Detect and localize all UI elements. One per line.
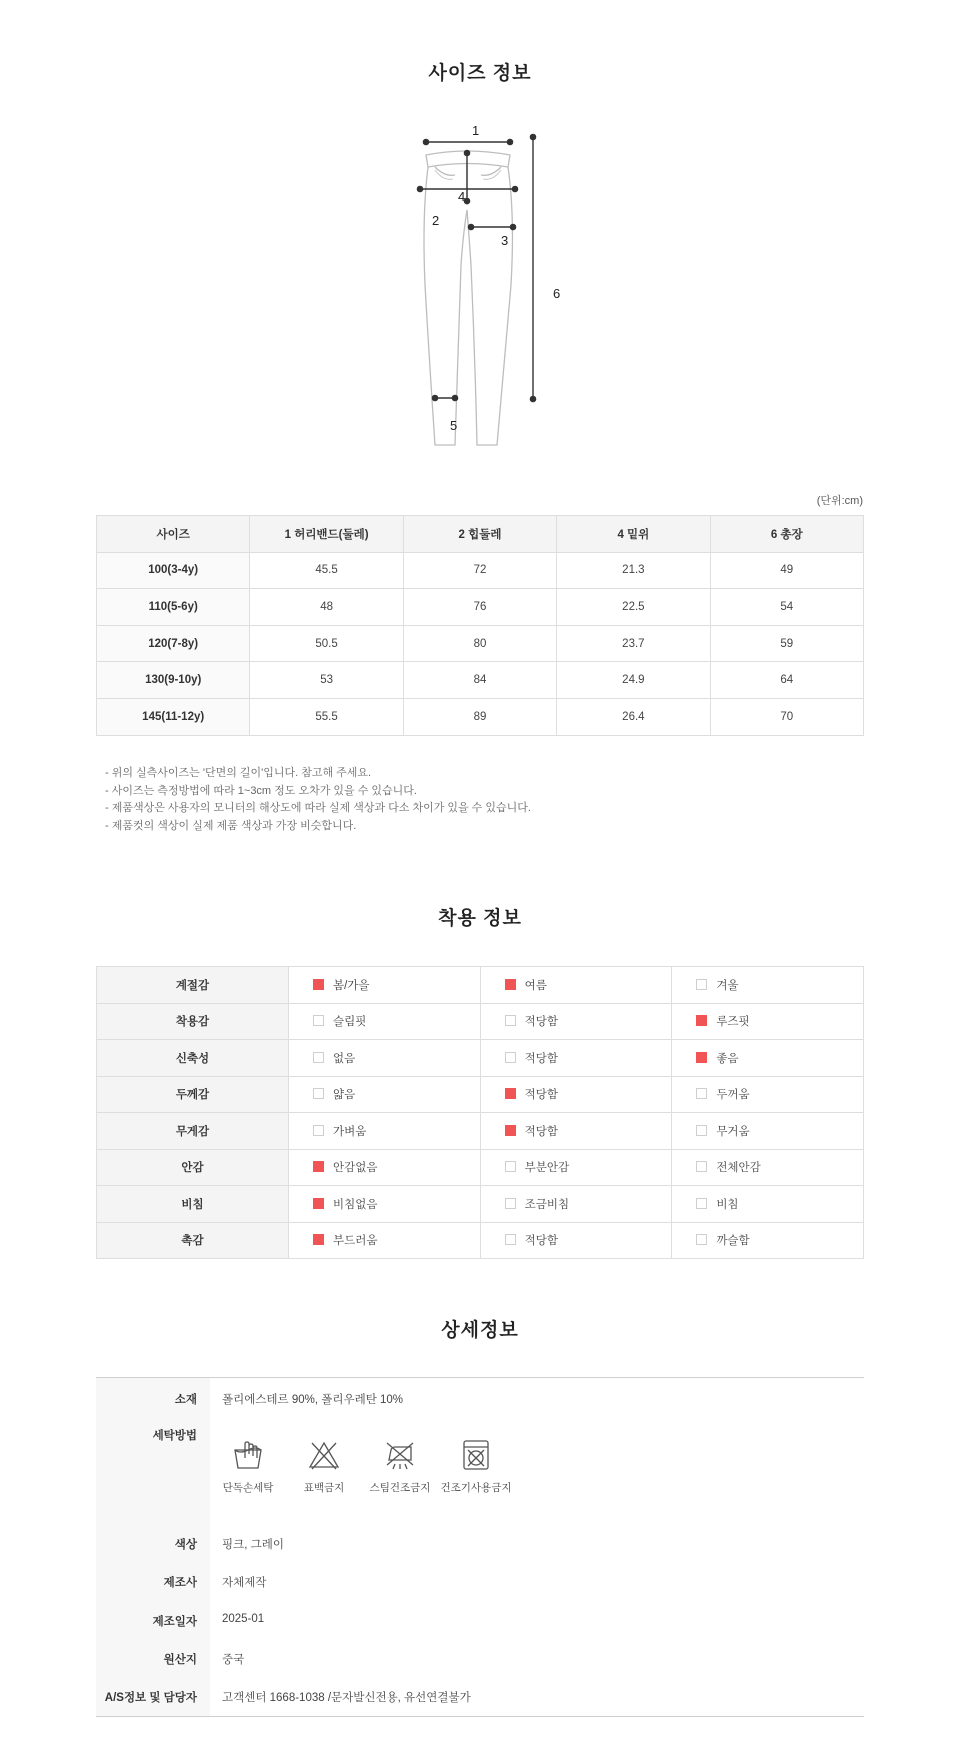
hand-wash-icon <box>231 1438 265 1472</box>
no-bleach-label: 표백금지 <box>303 1482 345 1494</box>
unchecked-box-icon <box>696 1234 707 1245</box>
fit-option-label: 없음 <box>333 1052 356 1065</box>
color-label: 색상 <box>174 1539 197 1551</box>
table-cell: 50.5 <box>250 625 403 662</box>
diagram-label-1: 1 <box>472 123 480 138</box>
checked-box-icon <box>505 1125 516 1136</box>
fit-row <box>97 1003 864 1040</box>
date-label: 제조일자 <box>152 1616 197 1628</box>
fit-option <box>672 1076 864 1113</box>
origin-label: 원산지 <box>163 1654 197 1666</box>
fit-option-label: 까슬함 <box>716 1235 750 1248</box>
table-cell: 24.9 <box>557 662 710 699</box>
fit-option-label: 얇음 <box>333 1089 356 1102</box>
waist-col-header: 1 허리밴드(둘레) <box>250 516 403 553</box>
fit-row-label: 두께감 <box>97 1076 289 1113</box>
checked-box-icon <box>696 1052 707 1063</box>
fit-option-label: 슬림핏 <box>333 1016 367 1029</box>
diagram-label-6: 6 <box>553 286 561 301</box>
size-cell: 130(9-10y) <box>97 662 250 699</box>
fit-option <box>289 1003 481 1040</box>
fit-option <box>672 1149 864 1186</box>
fit-option <box>289 1113 481 1150</box>
checked-box-icon <box>313 1198 324 1209</box>
fit-row <box>97 1040 864 1077</box>
fit-option-label: 적당함 <box>524 1016 558 1029</box>
fit-option-label: 가벼움 <box>333 1125 367 1138</box>
table-cell: 48 <box>250 589 403 626</box>
fit-option-label: 안감없음 <box>333 1162 378 1175</box>
fit-option-label: 적당함 <box>524 1125 558 1138</box>
fit-row <box>97 1076 864 1113</box>
fit-option <box>480 1149 672 1186</box>
detail-section-title: 상세정보 <box>441 1320 519 1341</box>
table-cell: 72 <box>403 552 556 589</box>
fit-row-label: 계절감 <box>97 967 289 1004</box>
fit-option <box>672 967 864 1004</box>
table-cell: 23.7 <box>557 625 710 662</box>
table-row <box>97 698 864 735</box>
fit-option <box>289 1040 481 1077</box>
note-line: - 위의 실측사이즈는 '단면의 길이'입니다. 참고해 주세요. <box>105 767 372 779</box>
date-value: 2025-01 <box>222 1613 265 1625</box>
note-line: - 사이즈는 측정방법에 따라 1~3cm 정도 오차가 있을 수 있습니다. <box>105 784 417 797</box>
fit-option-label: 적당함 <box>524 1235 558 1248</box>
checked-box-icon <box>505 1088 516 1099</box>
table-cell: 80 <box>403 625 556 662</box>
diagram-label-3: 3 <box>501 233 509 248</box>
unchecked-box-icon <box>505 1052 516 1063</box>
fit-option <box>672 1003 864 1040</box>
note-line: - 제품색상은 사용자의 모니터의 해상도에 따라 실제 색상과 다소 차이가 있을 수 있습니다. <box>105 802 531 814</box>
fit-option <box>289 967 481 1004</box>
diagram-label-2: 2 <box>432 213 440 228</box>
table-cell: 64 <box>710 662 863 699</box>
table-cell: 22.5 <box>557 589 710 626</box>
fit-option-label: 루즈핏 <box>716 1016 750 1029</box>
fit-row <box>97 1222 864 1259</box>
note-line: - 제품컷의 색상이 실제 제품 색상과 가장 비슷합니다. <box>105 819 357 832</box>
size-table <box>96 515 864 736</box>
fit-option <box>672 1040 864 1077</box>
fit-option <box>480 1076 672 1113</box>
fit-option <box>289 1149 481 1186</box>
fit-section-title: 착용 정보 <box>438 908 522 929</box>
fit-row <box>97 1113 864 1150</box>
table-row <box>97 589 864 626</box>
checked-box-icon <box>505 979 516 990</box>
size-col-header: 사이즈 <box>97 516 250 553</box>
no-steam-dry-icon <box>383 1438 417 1472</box>
unchecked-box-icon <box>696 1088 707 1099</box>
table-row <box>97 552 864 589</box>
table-cell: 54 <box>710 589 863 626</box>
size-cell: 100(3-4y) <box>97 552 250 589</box>
unchecked-box-icon <box>313 1125 324 1136</box>
checked-box-icon <box>696 1015 707 1026</box>
fit-option-label: 조금비침 <box>524 1198 570 1211</box>
fit-option-label: 비침없음 <box>333 1198 378 1211</box>
pants-diagram <box>405 115 575 455</box>
unchecked-box-icon <box>505 1234 516 1245</box>
fit-option <box>480 1040 672 1077</box>
unchecked-box-icon <box>696 979 707 990</box>
unchecked-box-icon <box>696 1125 707 1136</box>
rise-col-header: 4 밑위 <box>557 516 710 553</box>
size-section-title: 사이즈 정보 <box>428 63 532 84</box>
no-steam-dry-item <box>362 1438 438 1495</box>
fit-option <box>672 1186 864 1223</box>
no-steam-dry-label: 스팀건조금지 <box>369 1482 431 1494</box>
table-cell: 59 <box>710 625 863 662</box>
unchecked-box-icon <box>696 1198 707 1209</box>
table-cell: 76 <box>403 589 556 626</box>
table-cell: 84 <box>403 662 556 699</box>
fit-row-label: 촉감 <box>97 1222 289 1259</box>
table-row <box>97 662 864 699</box>
fit-option <box>289 1222 481 1259</box>
unchecked-box-icon <box>696 1161 707 1172</box>
unchecked-box-icon <box>313 1088 324 1099</box>
size-cell: 145(11-12y) <box>97 698 250 735</box>
fit-option <box>289 1076 481 1113</box>
as-label: A/S정보 및 담당자 <box>104 1692 197 1704</box>
size-table-header <box>97 516 864 553</box>
fit-option-label: 두꺼움 <box>716 1089 750 1102</box>
fit-table <box>96 966 864 1259</box>
fit-option-label: 무거움 <box>716 1125 750 1138</box>
fit-option <box>480 967 672 1004</box>
fit-option <box>672 1113 864 1150</box>
as-value: 고객센터 1668-1038 /문자발신전용, 유선연결불가 <box>222 1692 471 1704</box>
fit-row-label: 무게감 <box>97 1113 289 1150</box>
fit-row-label: 착용감 <box>97 1003 289 1040</box>
hand-wash-item <box>210 1438 286 1495</box>
fit-option-label: 적당함 <box>524 1089 558 1102</box>
fit-option-label: 부드러움 <box>333 1235 378 1248</box>
checked-box-icon <box>313 1161 324 1172</box>
fit-option-label: 적당함 <box>524 1052 558 1065</box>
material-value: 폴리에스테르 90%, 폴리우레탄 10% <box>222 1394 404 1406</box>
detail-table <box>96 1377 864 1717</box>
table-cell: 70 <box>710 698 863 735</box>
maker-value: 자체제작 <box>222 1577 267 1589</box>
no-tumble-dry-icon <box>459 1438 493 1472</box>
no-bleach-item <box>286 1438 362 1495</box>
table-cell: 89 <box>403 698 556 735</box>
table-cell: 53 <box>250 662 403 699</box>
unchecked-box-icon <box>505 1161 516 1172</box>
wash-icons <box>222 1438 522 1518</box>
fit-option-label: 겨울 <box>716 979 739 992</box>
no-bleach-icon <box>307 1438 341 1472</box>
diagram-label-5: 5 <box>450 418 458 433</box>
fit-option-label: 여름 <box>524 979 547 992</box>
table-cell: 55.5 <box>250 698 403 735</box>
no-tumble-dry-label: 건조기사용금지 <box>440 1482 512 1494</box>
hip-col-header: 2 힙둘레 <box>403 516 556 553</box>
length-col-header: 6 총장 <box>710 516 863 553</box>
fit-option-label: 전체안감 <box>716 1162 761 1175</box>
checked-box-icon <box>313 979 324 990</box>
fit-row <box>97 1149 864 1186</box>
hand-wash-label: 단독손세탁 <box>222 1482 274 1494</box>
no-tumble-dry-item <box>438 1438 514 1495</box>
fit-row <box>97 1186 864 1223</box>
table-cell: 45.5 <box>250 552 403 589</box>
fit-row <box>97 967 864 1004</box>
table-cell: 21.3 <box>557 552 710 589</box>
fit-row-label: 안감 <box>97 1149 289 1186</box>
table-cell: 49 <box>710 552 863 589</box>
fit-option-label: 부분안감 <box>524 1162 570 1175</box>
color-value: 핑크, 그레이 <box>222 1539 284 1551</box>
checked-box-icon <box>313 1234 324 1245</box>
fit-row-label: 신축성 <box>97 1040 289 1077</box>
wash-label: 세탁방법 <box>152 1430 197 1442</box>
unchecked-box-icon <box>313 1052 324 1063</box>
material-label: 소재 <box>174 1394 197 1406</box>
size-cell: 120(7-8y) <box>97 625 250 662</box>
fit-option-label: 봄/가을 <box>333 979 370 992</box>
table-cell: 26.4 <box>557 698 710 735</box>
size-notes <box>105 765 531 835</box>
unchecked-box-icon <box>313 1015 324 1026</box>
size-cell: 110(5-6y) <box>97 589 250 626</box>
fit-option-label: 비침 <box>716 1198 739 1211</box>
fit-option <box>672 1222 864 1259</box>
fit-option <box>480 1003 672 1040</box>
origin-value: 중국 <box>222 1654 245 1666</box>
unit-label: (단위:cm) <box>816 495 863 507</box>
fit-option <box>480 1113 672 1150</box>
fit-option <box>480 1222 672 1259</box>
fit-option <box>480 1186 672 1223</box>
unchecked-box-icon <box>505 1198 516 1209</box>
fit-option <box>289 1186 481 1223</box>
table-row <box>97 625 864 662</box>
maker-label: 제조사 <box>163 1577 197 1589</box>
fit-option-label: 좋음 <box>716 1052 739 1065</box>
diagram-label-4: 4 <box>458 189 466 204</box>
unchecked-box-icon <box>505 1015 516 1026</box>
fit-row-label: 비침 <box>97 1186 289 1223</box>
